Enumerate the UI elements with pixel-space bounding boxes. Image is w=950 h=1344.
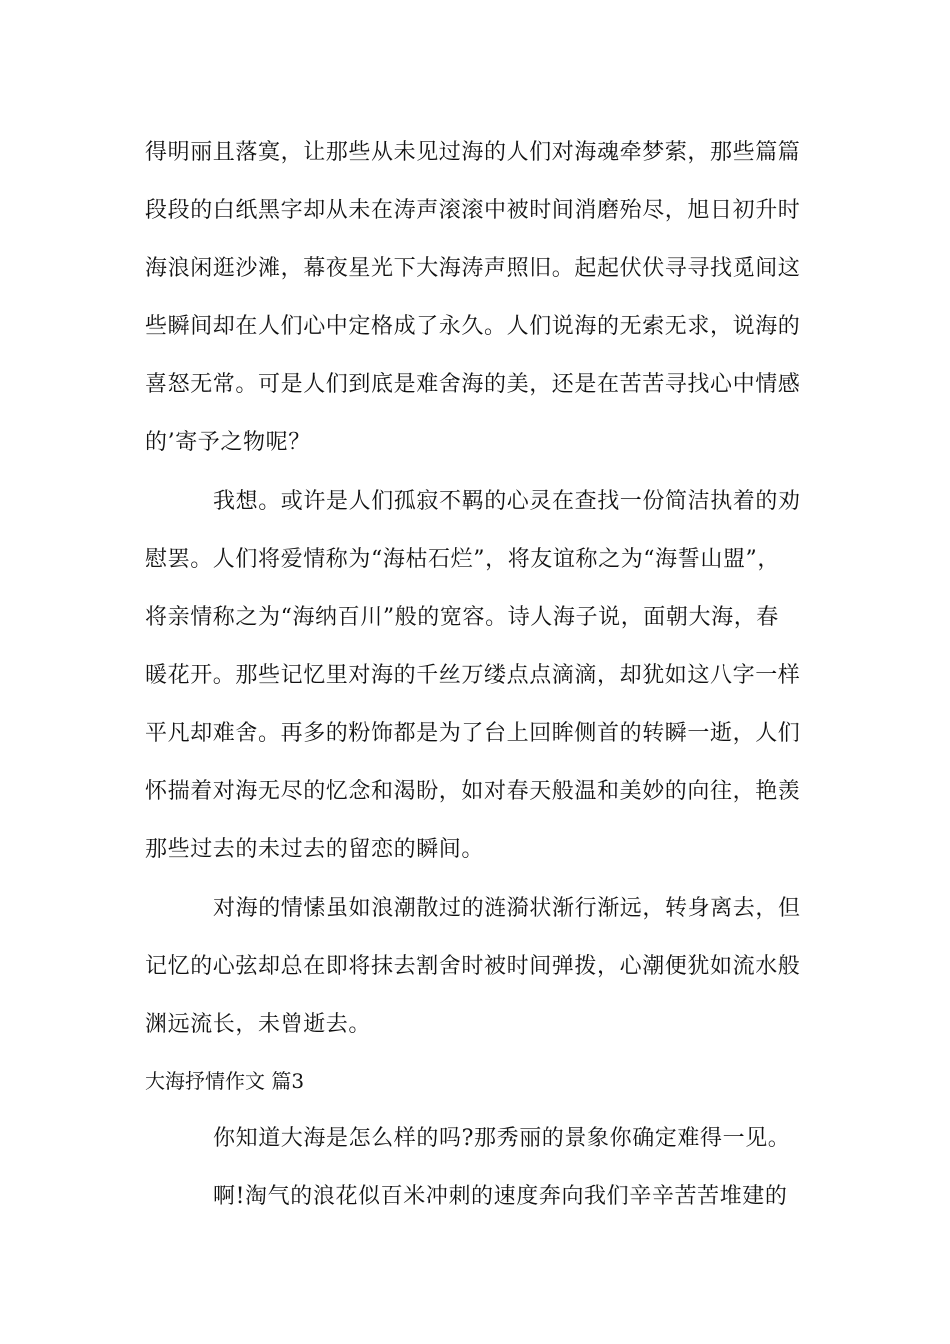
section-paragraph-2: 啊!淘气的浪花似百米冲刺的速度奔向我们辛辛苦苦堆建的 xyxy=(213,1184,788,1209)
paragraph-2-line-7: 那些过去的未过去的留恋的瞬间。 xyxy=(145,837,485,862)
paragraph-2-line-6: 怀揣着对海无尽的忆念和渴盼，如对春天般温和美妙的向往，艳羡 xyxy=(145,779,801,804)
paragraph-2-line-1: 我想。或许是人们孤寂不羁的心灵在查找一份简洁执着的劝 xyxy=(213,489,801,514)
paragraph-1-line-5: 喜怒无常。可是人们到底是难舍海的美，还是在苦苦寻找心中情感 xyxy=(145,372,801,397)
paragraph-2-line-4: 暖花开。那些记忆里对海的千丝万缕点点滴滴，却犹如这八字一样 xyxy=(145,663,801,688)
section-heading: 大海抒情作文 篇3 xyxy=(145,1069,305,1093)
paragraph-1-line-6: 的’寄予之物呢？ xyxy=(145,430,311,455)
paragraph-3-line-3: 渊远流长，未曾逝去。 xyxy=(145,1012,372,1037)
paragraph-1-line-1: 得明丽且落寞，让那些从未见过海的人们对海魂牵梦萦，那些篇篇 xyxy=(145,140,801,165)
paragraph-2-line-5: 平凡却难舍。再多的粉饰都是为了台上回眸侧首的转瞬一逝，人们 xyxy=(145,721,801,746)
paragraph-2-line-3: 将亲情称之为“海纳百川”般的宽容。诗人海子说，面朝大海，春 xyxy=(145,605,779,630)
section-paragraph-1: 你知道大海是怎么样的吗?那秀丽的景象你确定难得一见。 xyxy=(213,1126,791,1151)
paragraph-1-line-3: 海浪闲逛沙滩，幕夜星光下大海涛声照旧。起起伏伏寻寻找觅间这 xyxy=(145,256,801,281)
paragraph-1-line-2: 段段的白纸黑字却从未在涛声滚滚中被时间消磨殆尽，旭日初升时 xyxy=(145,198,801,223)
paragraph-1-line-4: 些瞬间却在人们心中定格成了永久。人们说海的无索无求，说海的 xyxy=(145,314,801,339)
paragraph-2-line-2: 慰罢。人们将爱情称为“海枯石烂”，将友谊称之为“海誓山盟”， xyxy=(145,547,780,572)
paragraph-3-line-2: 记忆的心弦却总在即将抹去割舍时被时间弹拨，心潮便犹如流水般 xyxy=(145,954,801,979)
paragraph-3-line-1: 对海的情愫虽如浪潮散过的涟漪状渐行渐远，转身离去，但 xyxy=(213,896,801,921)
